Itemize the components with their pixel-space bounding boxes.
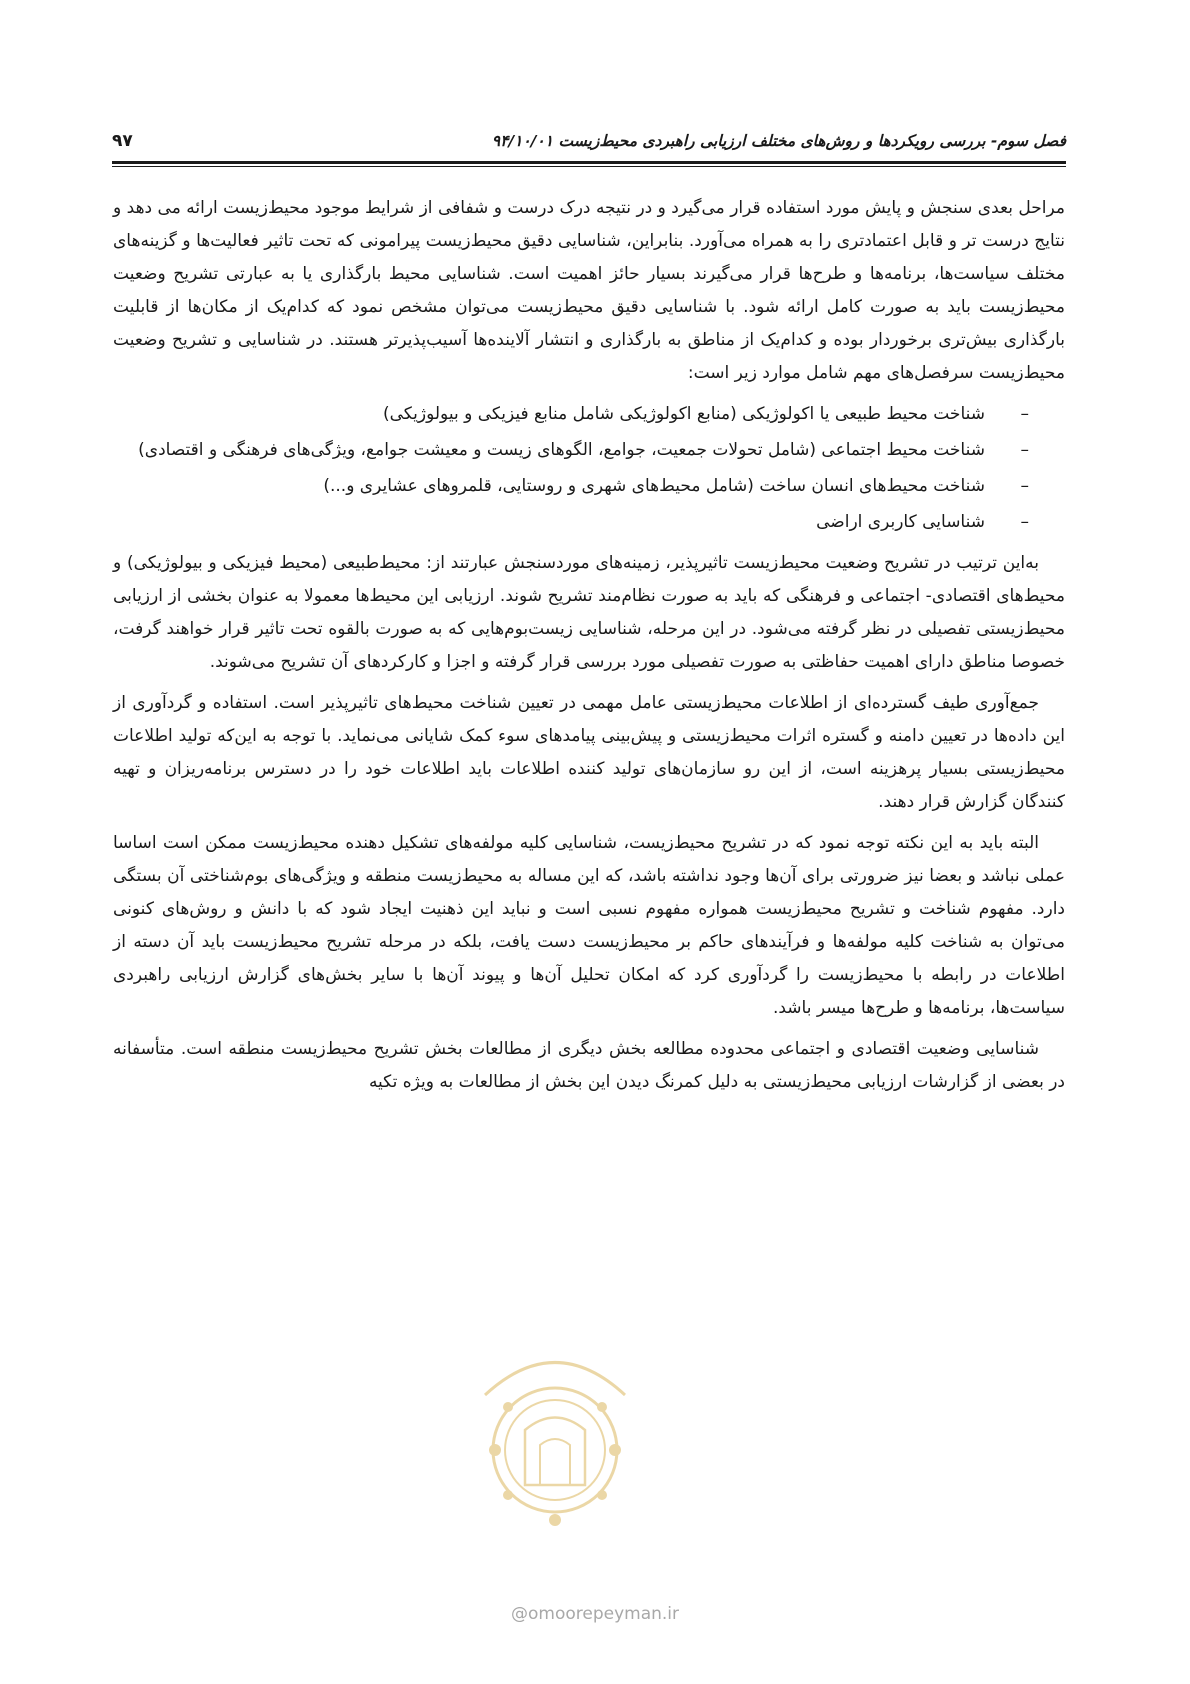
dash-marker: – [1020,476,1029,496]
watermark-url: @omoorepeyman.ir [510,1604,680,1624]
paragraph-4: البته باید به این نکته توجه نمود که در تشریح محیط‌زیست، شناسایی کلیه مولفه‌های تشکیل دهنده محیط‌زیست ممکن است اساسا عملی نباشد و بعضا نیز ضرورتی برای آن‌ها وجود نداشته باشد، که این مساله به محیط‌زیست منطقه و ویژگی‌های بوم‌شناختی آن بستگی دارد. مفهوم شناخت و تشریح محیط‌زیست همواره مفهوم نسبی است و نباید این ذهنیت ایجاد شود که با دانش و روش‌های کنونی می‌توان به شناخت کلیه مولفه‌ها و فرآیندهای حاکم بر محیط‌زیست دست یافت، بلکه در مرحله تشریح محیط‌زیست باید آن دسته از اطلاعات در رابطه با محیط‌زیست را گردآوری کرد که امکان تحلیل آن‌ها و پیوند آن‌ها با سایر بخش‌های گزارش ارزیابی راهبردی سیاست‌ها، برنامه‌ها و طرح‌ها میسر باشد. [113,833,1065,1018]
list-item [113,434,1029,467]
list-item-text: شناخت محیط‌های انسان ساخت (شامل محیط‌های شهری و روستایی، قلمروهای عشایری و...) [323,476,985,496]
list-item-text: شناخت محیط اجتماعی (شامل تحولات جمعیت، جوامع، الگوهای زیست و معیشت جوامع، ویژگی‌های فرهنگی و اقتصادی) [138,440,985,460]
header-rule-thin [112,166,1066,167]
dash-marker: – [1020,404,1029,424]
paragraph-3: جمع‌آوری طیف گسترده‌ای از اطلاعات محیط‌زیستی عامل مهمی در تعیین شناخت محیط‌های تاثیرپذیر است. استفاده و گردآوری از این داده‌ها در تعیین دامنه و گستره اثرات محیط‌زیستی و پیش‌بینی پیامدهای سوء کمک شایانی می‌نماید. با توجه به این‌که تولید اطلاعات محیط‌زیستی بسیار پرهزینه است، از این رو سازمان‌های تولید کننده اطلاعات باید اطلاعات خود را در دسترس برنامه‌ریزان و تهیه کنندگان گزارش قرار دهند. [113,693,1065,812]
paragraph-5: شناسایی وضعیت اقتصادی و اجتماعی محدوده مطالعه بخش دیگری از مطالعات بخش تشریح محیط‌زیست منطقه است. متأسفانه در بعضی از گزارشات ارزیابی محیط‌زیستی به دلیل کمرنگ دیدن این بخش از مطالعات به ویژه تکیه [113,1039,1065,1092]
header-rule-thick [112,161,1066,164]
page-number: ۹۷ [112,131,133,151]
dash-marker: – [1020,512,1029,532]
list-item [113,398,1029,431]
list-item-text: شناخت محیط طبیعی یا اکولوژیکی (منابع اکولوژیکی شامل منابع فیزیکی و بیولوژیکی) [382,404,985,424]
list-item [113,506,1029,539]
chapter-title: فصل سوم- بررسی رویکردها و روش‌های مختلف ارزیابی راهبردی محیط‌زیست ۹۴/۱۰/۰۱ [491,132,1066,150]
paragraph-2: به‌این ترتیب در تشریح وضعیت محیط‌زیست تاثیرپذیر، زمینه‌های موردسنجش عبارتند از: محیط‌طبیعی (محیط فیزیکی و بیولوژیکی) و محیط‌های اقتصادی- اجتماعی و فرهنگی که باید به صورت نظام‌مند تشریح شوند. ارزیابی این محیط‌ها معمولا به عنوان بخشی از ارزیابی محیط‌زیستی تفصیلی در نظر گرفته می‌شود. در این مرحله، شناسایی زیست‌بوم‌هایی که به صورت بالقوه تحت تاثیر قرار خواهند گرفت، خصوصا مناطق دارای اهمیت حفاظتی به صورت تفصیلی مورد بررسی قرار گرفته و اجزا و کارکردهای آن تشریح می‌شوند. [113,553,1065,672]
paragraph-1: مراحل بعدی سنجش و پایش مورد استفاده قرار می‌گیرد و در نتیجه درک درست و شفافی از شرایط موجود محیط‌زیست ارائه می دهد و نتایج درست تر و قابل اعتمادتری را به همراه می‌آورد. بنابراین، شناسایی دقیق محیط‌زیست پیرامونی که تحت تاثیر فعالیت‌ها و گزینه‌های مختلف سیاست‌ها، برنامه‌ها و طرح‌ها قرار می‌گیرند بسیار حائز اهمیت است. شناسایی محیط بارگذاری یا به عبارتی تشریح وضعیت محیط‌زیست باید به صورت کامل ارائه شود. با شناسایی دقیق محیط‌زیست می‌توان مشخص نمود که کدام‌یک از مکان‌ها از قابلیت بارگذاری بیش‌تری برخوردار بوده و کدام‌یک از مناطق به بارگذاری و انتشار آلاینده‌ها آسیب‌پذیرتر هستند. در شناسایی و تشریح وضعیت محیط‌زیست سرفصل‌های مهم شامل موارد زیر است: [113,198,1065,383]
dash-marker: – [1020,440,1029,460]
body-text [113,192,1065,1107]
list-item-text: شناسایی کاربری اراضی [816,512,985,532]
bullet-list [113,398,1065,539]
watermark-seal-icon [470,1335,640,1535]
page-header [112,128,1066,154]
list-item [113,470,1029,503]
